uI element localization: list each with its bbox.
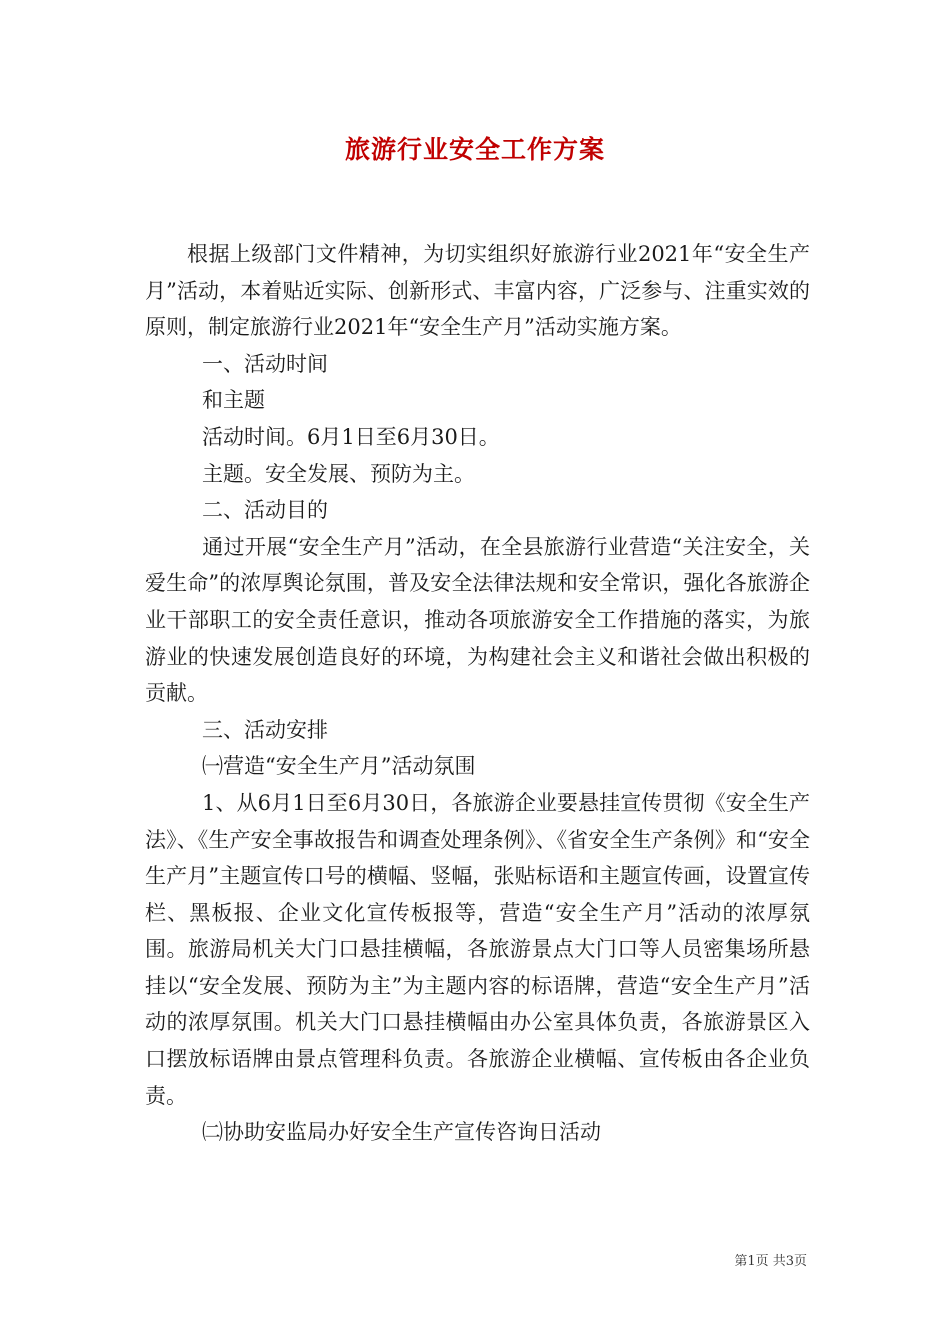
section-heading-2: 二、活动目的	[202, 498, 328, 523]
intro-paragraph: 根据上级部门文件精神，为切实组织好旅游行业2021年“安全生产月”活动，本着贴近实际、创新形式、丰富内容，广泛参与、注重实效的原则，制定旅游行业2021年“安全生产月”活动实施方案。	[145, 242, 810, 340]
section-heading-1-cont: 和主题	[202, 388, 265, 413]
activity-time-line: 活动时间。6月1日至6月30日。	[202, 424, 500, 449]
page-number-footer: 第1页 共3页	[734, 1254, 807, 1269]
document-title: 旅游行业安全工作方案	[344, 135, 605, 164]
subsection-heading-1: ㈠营造“安全生产月”活动氛围	[202, 754, 476, 779]
subsection-heading-2: ㈡协助安监局办好安全生产宣传咨询日活动	[202, 1120, 601, 1145]
purpose-paragraph: 通过开展“安全生产月”活动，在全县旅游行业营造“关注安全，关爱生命”的浓厚舆论氛围，普及安全法律法规和安全常识，强化各旅游企业干部职工的安全责任意识，推动各项旅游安全工作措施的落实，为旅游业的快速发展创造良好的环境，为构建社会主义和谐社会做出积极的贡献。	[145, 534, 810, 706]
arrangement-paragraph: 1、从6月1日至6月30日，各旅游企业要悬挂宣传贯彻《安全生产法》、《生产安全事故报告和调查处理条例》、《省安全生产条例》和“安全生产月”主题宣传口号的横幅、竖幅，张贴标语和主题宣传画，设置宣传栏、黑板报、企业文化宣传板报等，营造“安全生产月”活动的浓厚氛围。旅游局机关大门口悬挂横幅，各旅游景点大门口等人员密集场所悬挂以“安全发展、预防为主”为主题内容的标语牌，营造“安全生产月”活动的浓厚氛围。机关大门口悬挂横幅由办公室具体负责，各旅游景区入口摆放标语牌由景点管理科负责。各旅游企业横幅、宣传板由各企业负责。	[145, 790, 810, 1108]
document-body	[145, 236, 810, 1151]
theme-line: 主题。安全发展、预防为主。	[202, 461, 475, 486]
section-heading-1: 一、活动时间	[202, 351, 328, 376]
section-heading-3: 三、活动安排	[202, 717, 328, 742]
